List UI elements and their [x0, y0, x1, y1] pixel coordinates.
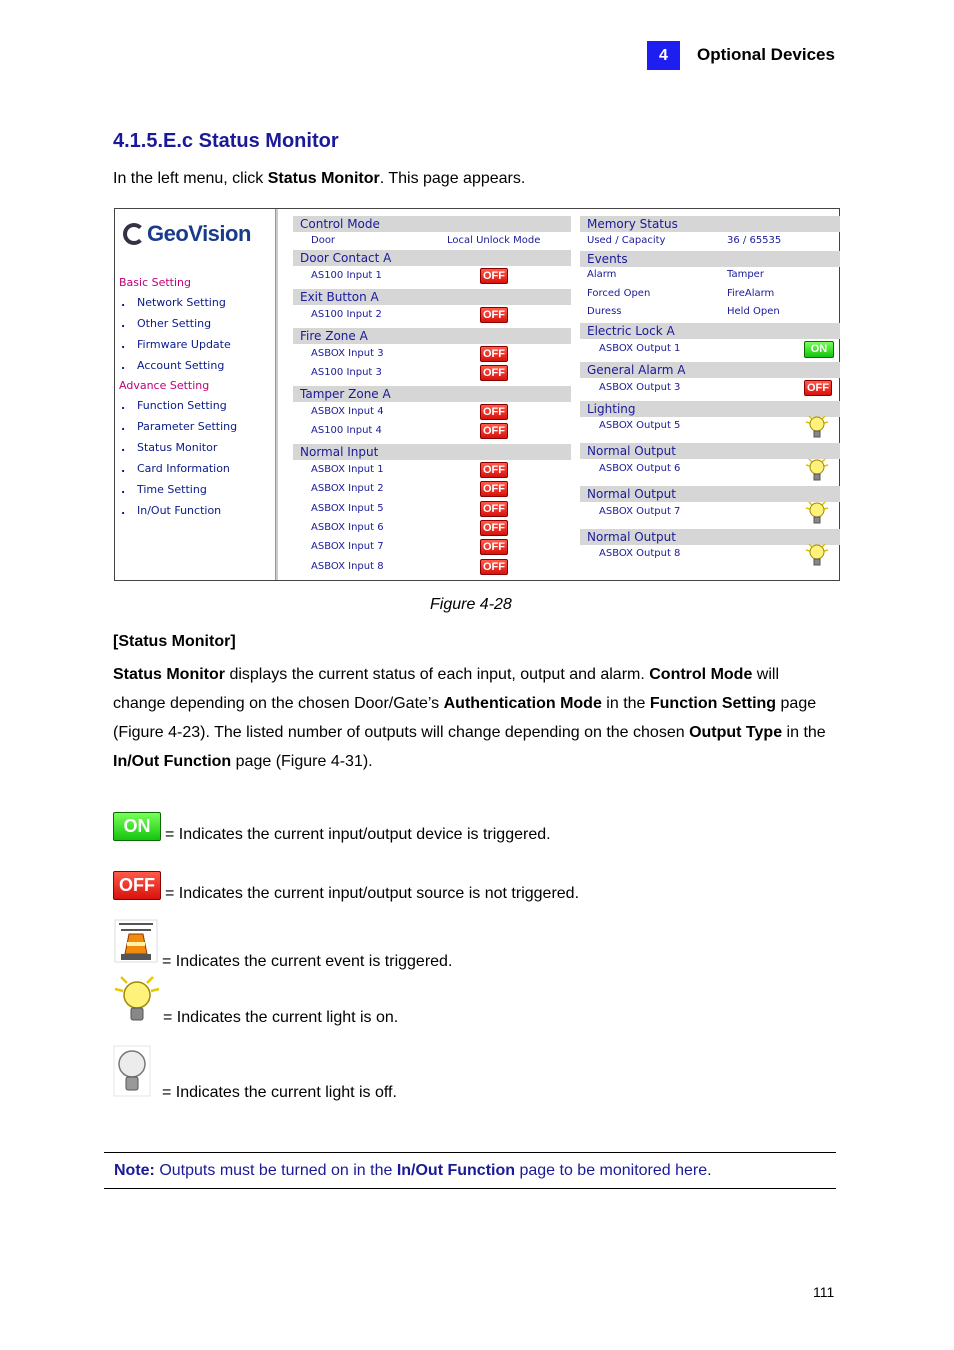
geovision-logo: [123, 221, 251, 247]
menu-item-firmware-update[interactable]: . Firmware Update: [121, 338, 231, 351]
general-alarm-output-label: ASBOX Output 3: [599, 382, 681, 393]
off-status-button: OFF: [480, 462, 508, 478]
legend-off-text: = Indicates the current input/output source is not triggered.: [165, 885, 580, 902]
lighting-output-label: ASBOX Output 5: [599, 420, 681, 431]
off-status-button: OFF: [804, 380, 832, 396]
page-number: 111: [813, 1284, 835, 1300]
note-label: Note:: [114, 1162, 155, 1179]
light-off-icon: [113, 1045, 151, 1097]
menu-item-inout-function[interactable]: . In/Out Function: [121, 504, 222, 517]
intro-prefix: In the left menu, click: [113, 170, 268, 187]
fire-zone-input-label: ASBOX Input 3: [311, 348, 384, 359]
event-tamper: Tamper: [727, 269, 764, 280]
light-on-icon: [805, 414, 829, 440]
control-mode-header: Control Mode: [293, 216, 571, 232]
chapter-number-badge: 4: [647, 41, 680, 70]
legend-event-text: = Indicates the current event is triggered.: [162, 953, 453, 970]
body-bold: Function Setting: [649, 695, 777, 712]
body-bold: Control Mode: [649, 666, 753, 683]
logo-text: GeoVision: [147, 221, 251, 246]
normal-input-label: ASBOX Input 6: [311, 522, 384, 533]
normal-output-label: ASBOX Output 6: [599, 463, 681, 474]
legend-light-off-text: = Indicates the current light is off.: [162, 1084, 397, 1101]
body-bold: Status Monitor: [113, 666, 225, 683]
intro-bold: Status Monitor: [267, 170, 380, 187]
legend-light-on-text: = Indicates the current light is on.: [163, 1009, 399, 1026]
normal-input-label: ASBOX Input 7: [311, 541, 384, 552]
normal-output-header: Normal Output: [580, 443, 840, 459]
off-status-button: OFF: [480, 520, 508, 536]
figure-caption: Figure 4-28: [430, 596, 512, 613]
fire-zone-header: Fire Zone A: [293, 328, 571, 344]
menu-label: Function Setting: [137, 399, 227, 412]
menu-item-status-monitor[interactable]: . Status Monitor: [121, 441, 218, 454]
event-alarm: Alarm: [587, 269, 617, 280]
off-status-button: OFF: [480, 404, 508, 420]
off-status-button: OFF: [480, 307, 508, 323]
menu-label: Status Monitor: [137, 441, 218, 454]
tamper-zone-input-label: ASBOX Input 4: [311, 406, 384, 417]
off-status-button: OFF: [480, 423, 508, 439]
body-paragraph: [113, 660, 833, 776]
light-on-icon: [805, 457, 829, 483]
lighting-header: Lighting: [580, 401, 840, 417]
event-duress: Duress: [587, 306, 622, 317]
electric-lock-output-label: ASBOX Output 1: [599, 343, 681, 354]
menu-label: Network Setting: [137, 296, 226, 309]
off-status-button: OFF: [480, 539, 508, 555]
events-header: Events: [580, 251, 840, 267]
off-status-button: OFF: [480, 481, 508, 497]
body-bold: Authentication Mode: [443, 695, 602, 712]
on-status-button: ON: [804, 341, 834, 358]
body-text: displays the current status of each input, output and alarm.: [225, 666, 650, 683]
menu-label: Firmware Update: [137, 338, 231, 351]
status-monitor-screenshot: [114, 208, 840, 581]
note-text: Outputs must be turned on in the: [154, 1162, 397, 1179]
on-legend-icon: ON: [113, 812, 161, 841]
menu-item-function-setting[interactable]: . Function Setting: [121, 399, 227, 412]
menu-item-time-setting[interactable]: . Time Setting: [121, 483, 207, 496]
event-forced-open: Forced Open: [587, 288, 651, 299]
exit-button-input-label: AS100 Input 2: [311, 309, 382, 320]
body-text: in the: [601, 695, 650, 712]
light-on-icon: [805, 500, 829, 526]
door-contact-header: Door Contact A: [293, 250, 571, 266]
menu-item-account-setting[interactable]: . Account Setting: [121, 359, 225, 372]
door-contact-input-label: AS100 Input 1: [311, 270, 382, 281]
menu-basic-setting[interactable]: Basic Setting: [119, 276, 192, 289]
body-text: page (Figure 4-23). The listed number of outputs will change depending on the chosen: [113, 695, 817, 741]
normal-input-header: Normal Input: [293, 444, 571, 460]
fire-zone-input-label: AS100 Input 3: [311, 367, 382, 378]
body-text: page (Figure 4-31).: [231, 753, 373, 770]
legend-on-text: = Indicates the current input/output device is triggered.: [165, 826, 551, 843]
tamper-zone-input-label: AS100 Input 4: [311, 425, 382, 436]
menu-label: In/Out Function: [137, 504, 222, 517]
normal-input-label: ASBOX Input 2: [311, 483, 384, 494]
light-on-icon: [113, 975, 161, 1025]
memory-status-value: 36 / 65535: [727, 235, 782, 246]
off-status-button: OFF: [480, 501, 508, 517]
note-text: page to be monitored here.: [515, 1162, 712, 1179]
menu-label: Parameter Setting: [137, 420, 238, 433]
normal-input-label: ASBOX Input 5: [311, 503, 384, 514]
memory-status-header: Memory Status: [580, 216, 840, 232]
general-alarm-header: General Alarm A: [580, 362, 840, 378]
left-menu: [115, 209, 276, 580]
normal-output-header: Normal Output: [580, 486, 840, 502]
off-status-button: OFF: [480, 559, 508, 575]
menu-label: Account Setting: [137, 359, 225, 372]
menu-advance-setting[interactable]: Advance Setting: [119, 379, 210, 392]
body-text: will change depending on the chosen Door/Gate’s: [113, 666, 780, 712]
light-on-icon: [805, 542, 829, 568]
event-held-open: Held Open: [727, 306, 780, 317]
off-status-button: OFF: [480, 365, 508, 381]
control-mode-value: Local Unlock Mode: [447, 235, 541, 246]
intro-text: [113, 170, 525, 188]
normal-input-label: ASBOX Input 1: [311, 464, 384, 475]
event-fire-alarm: FireAlarm: [727, 288, 775, 299]
electric-lock-header: Electric Lock A: [580, 323, 840, 339]
section-heading: 4.1.5.E.c Status Monitor: [113, 130, 339, 152]
exit-button-header: Exit Button A: [293, 289, 571, 305]
body-bold: Output Type: [689, 724, 783, 741]
logo-mark-icon: [123, 223, 145, 245]
menu-label: Other Setting: [137, 317, 212, 330]
tamper-zone-header: Tamper Zone A: [293, 386, 571, 402]
menu-label: Time Setting: [137, 483, 207, 496]
intro-suffix: . This page appears.: [379, 170, 526, 187]
off-status-button: OFF: [480, 346, 508, 362]
normal-output-header: Normal Output: [580, 529, 840, 545]
menu-item-parameter-setting[interactable]: . Parameter Setting: [121, 420, 238, 433]
note-bold: In/Out Function: [396, 1162, 516, 1179]
menu-item-card-information[interactable]: . Card Information: [121, 462, 230, 475]
memory-status-label: Used / Capacity: [587, 235, 666, 246]
chapter-title: Optional Devices: [697, 45, 835, 64]
menu-item-other-setting[interactable]: . Other Setting: [121, 317, 212, 330]
status-monitor-subheading: [Status Monitor]: [113, 633, 236, 650]
normal-input-label: ASBOX Input 8: [311, 561, 384, 572]
off-status-button: OFF: [480, 268, 508, 284]
control-mode-label: Door: [311, 235, 336, 246]
off-legend-icon: OFF: [113, 871, 161, 900]
menu-item-network-setting[interactable]: . Network Setting: [121, 296, 226, 309]
menu-label: Card Information: [137, 462, 230, 475]
body-text: in the: [782, 724, 826, 741]
note-box: [104, 1152, 836, 1189]
normal-output-label: ASBOX Output 7: [599, 506, 681, 517]
normal-output-label: ASBOX Output 8: [599, 548, 681, 559]
event-triggered-icon: [113, 918, 159, 964]
body-bold: In/Out Function: [113, 753, 232, 770]
